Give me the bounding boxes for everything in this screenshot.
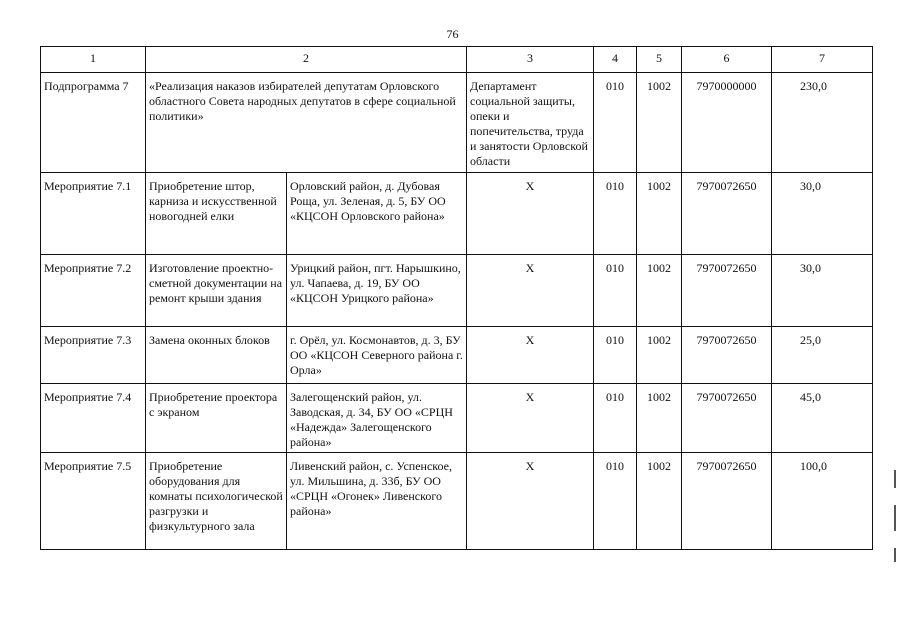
measure-col5: 1002 [637,173,682,255]
header-cell-6: 6 [682,47,772,73]
measure-col4: 010 [594,255,637,327]
measure-col7: 45,0 [772,384,873,453]
table-row [41,384,873,453]
table-row [41,173,873,255]
header-cell-2: 2 [146,47,467,73]
measure-address: Урицкий район, пгт. Нарышкино, ул. Чапаева, д. 19, БУ ОО «КЦСОН Урицкого района» [287,255,467,327]
measure-col3: X [467,384,594,453]
measure-code: Мероприятие 7.4 [41,384,146,453]
measure-code: Мероприятие 7.1 [41,173,146,255]
program-col5: 1002 [637,73,682,173]
measure-name: Приобретение штор, карниза и искусственной новогодней елки [146,173,287,255]
measure-col5: 1002 [637,384,682,453]
table-row [41,255,873,327]
scan-edge-mark [894,505,896,531]
program-row [41,73,873,173]
header-row [41,47,873,73]
measure-address: Орловский район, д. Дубовая Роща, ул. Зеленая, д. 5, БУ ОО «КЦСОН Орловского района» [287,173,467,255]
program-col4: 010 [594,73,637,173]
measure-col4: 010 [594,384,637,453]
measure-code: Мероприятие 7.2 [41,255,146,327]
measure-col3: X [467,453,594,550]
program-col7: 230,0 [772,73,873,173]
measure-name: Изготовление проектно-сметной документации на ремонт крыши здания [146,255,287,327]
measure-col6: 7970072650 [682,384,772,453]
header-cell-1: 1 [41,47,146,73]
page-number: 76 [446,27,459,41]
measure-col4: 010 [594,327,637,384]
measure-col6: 7970072650 [682,255,772,327]
measure-col7: 30,0 [772,255,873,327]
measure-col4: 010 [594,453,637,550]
program-code: Подпрограмма 7 [41,73,146,173]
table-row [41,327,873,384]
measure-name: Приобретение проектора с экраном [146,384,287,453]
program-executor: Департамент социальной защиты, опеки и попечительства, труда и занятости Орловской области [467,73,594,173]
measure-col3: X [467,173,594,255]
budget-table [40,46,873,550]
measure-address: Залегощенский район, ул. Заводская, д. 34, БУ ОО «СРЦН «Надежда» Залегощенского района» [287,384,467,453]
program-name: «Реализация наказов избирателей депутатам Орловского областного Совета народных депутатов в сфере социальной политики» [146,73,467,173]
measure-code: Мероприятие 7.5 [41,453,146,550]
measure-col7: 100,0 [772,453,873,550]
measure-code: Мероприятие 7.3 [41,327,146,384]
measure-col5: 1002 [637,327,682,384]
measure-col4: 010 [594,173,637,255]
measure-col7: 30,0 [772,173,873,255]
measure-col6: 7970072650 [682,453,772,550]
measure-address: Ливенский район, с. Успенское, ул. Мильшина, д. 33б, БУ ОО «СРЦН «Огонек» Ливенского района» [287,453,467,550]
measure-col6: 7970072650 [682,173,772,255]
measure-col3: X [467,327,594,384]
measure-col6: 7970072650 [682,327,772,384]
measure-name: Замена оконных блоков [146,327,287,384]
table-row [41,453,873,550]
measure-address: г. Орёл, ул. Космонавтов, д. 3, БУ ОО «КЦСОН Северного района г. Орла» [287,327,467,384]
header-cell-5: 5 [637,47,682,73]
scan-edge-mark [894,548,896,562]
header-cell-4: 4 [594,47,637,73]
header-cell-3: 3 [467,47,594,73]
measure-col5: 1002 [637,453,682,550]
measure-col3: X [467,255,594,327]
scan-edge-mark [894,470,896,488]
measure-name: Приобретение оборудования для комнаты психологической разгрузки и физкультурного зала [146,453,287,550]
measure-col7: 25,0 [772,327,873,384]
measure-col5: 1002 [637,255,682,327]
program-col6: 7970000000 [682,73,772,173]
header-cell-7: 7 [772,47,873,73]
